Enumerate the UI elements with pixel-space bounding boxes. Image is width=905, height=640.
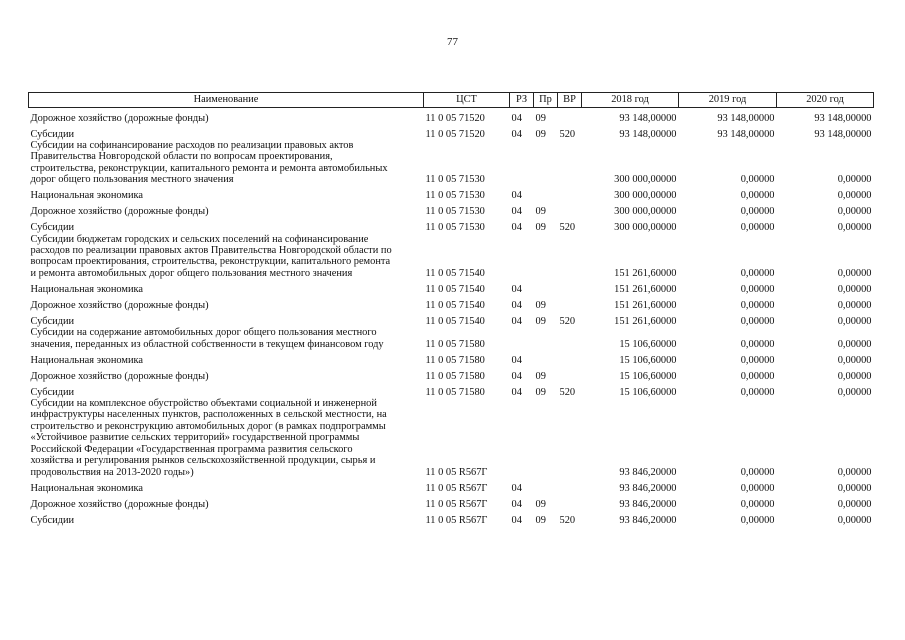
- row-cst: 11 0 05 R567Г: [425, 466, 488, 478]
- row-pr: 09: [535, 498, 546, 510]
- row-rz: [510, 234, 534, 280]
- row-pr: 09: [535, 386, 546, 398]
- row-2018: 151 261,60000: [614, 283, 677, 295]
- row-2018: 151 261,60000: [614, 315, 677, 327]
- row-2020: 0,00000: [837, 267, 872, 279]
- row-name: Субсидии на содержание автомобильных дорог общего пользования местного значения, переданных из областной собственности в текущем финансовом году: [30, 327, 384, 350]
- row-rz: 04: [511, 206, 522, 218]
- row-rz: 04: [511, 386, 522, 398]
- row-2018: 151 261,60000: [614, 299, 677, 311]
- row-vr: [558, 140, 582, 186]
- table-body: [29, 108, 874, 526]
- row-rz: 04: [511, 190, 522, 202]
- row-2019: 0,00000: [740, 514, 775, 526]
- row-name: Субсидии на комплексное обустройство объектами социальной и инженерной инфраструктуры населенных пунктов, расположенных в сельской местности, на строительство и реконструкцию автомобильных дорог (в рамках подпрограммы «Устойчивое развитие сельских территорий» государственной программы Российской Федерации «Государственная программа развития сельского хозяйства и регулирования рынков сельскохозяйственной продукции, сырья и продовольствия на 2013-2020 годы»): [30, 398, 387, 478]
- row-cst: 11 0 05 71530: [425, 174, 485, 186]
- row-pr: [534, 234, 558, 280]
- row-name: Национальная экономика: [30, 354, 144, 366]
- row-2019: 0,00000: [740, 466, 775, 478]
- header-rz: РЗ: [510, 93, 534, 108]
- row-2020: 0,00000: [837, 514, 872, 526]
- row-2019: 0,00000: [740, 315, 775, 327]
- row-vr: [558, 108, 582, 125]
- row-2020: 0,00000: [837, 482, 872, 494]
- table-row: [29, 398, 874, 478]
- row-rz: 04: [511, 354, 522, 366]
- row-2020: 0,00000: [837, 498, 872, 510]
- row-cst: 11 0 05 71520: [425, 112, 485, 124]
- table-row: [29, 494, 874, 510]
- row-2020: 0,00000: [837, 283, 872, 295]
- row-cst: 11 0 05 71580: [425, 386, 485, 398]
- header-row: [29, 93, 874, 108]
- row-vr: [558, 186, 582, 202]
- row-pr: 09: [535, 112, 546, 124]
- row-rz: 04: [511, 514, 522, 526]
- row-2019: 0,00000: [740, 498, 775, 510]
- row-name: Дорожное хозяйство (дорожные фонды): [30, 370, 209, 382]
- row-cst: 11 0 05 71530: [425, 190, 485, 202]
- row-2020: 0,00000: [837, 338, 872, 350]
- table-row: [29, 218, 874, 234]
- row-vr: [558, 327, 582, 350]
- row-2020: 0,00000: [837, 222, 872, 234]
- row-rz: 04: [511, 222, 522, 234]
- row-2020: 93 148,00000: [814, 128, 872, 140]
- row-vr: 520: [559, 315, 576, 327]
- row-rz: 04: [511, 299, 522, 311]
- table-row: [29, 140, 874, 186]
- row-rz: 04: [511, 498, 522, 510]
- row-2018: 15 106,60000: [619, 338, 677, 350]
- header-2019: 2019 год: [679, 93, 777, 108]
- row-pr: [534, 350, 558, 366]
- row-pr: 09: [535, 370, 546, 382]
- row-2018: 93 148,00000: [619, 128, 677, 140]
- row-2018: 300 000,00000: [614, 206, 677, 218]
- row-cst: 11 0 05 R567Г: [425, 514, 488, 526]
- row-2018: 93 148,00000: [619, 112, 677, 124]
- row-cst: 11 0 05 71580: [425, 370, 485, 382]
- row-pr: [534, 398, 558, 478]
- row-cst: 11 0 05 71580: [425, 354, 485, 366]
- row-2018: 93 846,20000: [619, 466, 677, 478]
- row-2018: 93 846,20000: [619, 514, 677, 526]
- row-name: Национальная экономика: [30, 283, 144, 295]
- row-cst: 11 0 05 71580: [425, 338, 485, 350]
- table-row: [29, 124, 874, 140]
- row-rz: [510, 327, 534, 350]
- row-2018: 93 846,20000: [619, 498, 677, 510]
- row-2018: 151 261,60000: [614, 267, 677, 279]
- row-2019: 0,00000: [740, 222, 775, 234]
- row-name: Национальная экономика: [30, 482, 144, 494]
- row-vr: 520: [559, 128, 576, 140]
- row-cst: 11 0 05 71540: [425, 267, 485, 279]
- row-2020: 0,00000: [837, 386, 872, 398]
- row-2018: 15 106,60000: [619, 370, 677, 382]
- row-vr: [558, 398, 582, 478]
- row-vr: [558, 202, 582, 218]
- row-rz: [510, 398, 534, 478]
- table-row: [29, 234, 874, 280]
- table-row: [29, 186, 874, 202]
- table-row: [29, 202, 874, 218]
- table-row: [29, 311, 874, 327]
- row-2018: 15 106,60000: [619, 386, 677, 398]
- table-row: [29, 366, 874, 382]
- row-2019: 93 148,00000: [717, 112, 775, 124]
- row-rz: [510, 140, 534, 186]
- row-rz: 04: [511, 283, 522, 295]
- header-cst: ЦСТ: [424, 93, 510, 108]
- row-name: Субсидии на софинансирование расходов по реализации правовых актов Правительства Новгородской области по вопросам проектирования, строительства, реконструкции, капитального ремонта и ремонта автомобильных дорог общего пользования местного значения: [30, 140, 388, 186]
- row-2019: 0,00000: [740, 299, 775, 311]
- row-2019: 0,00000: [740, 354, 775, 366]
- row-name: Национальная экономика: [30, 190, 144, 202]
- row-cst: 11 0 05 71540: [425, 299, 485, 311]
- row-vr: [558, 295, 582, 311]
- row-2020: 0,00000: [837, 466, 872, 478]
- row-pr: 09: [535, 206, 546, 218]
- row-cst: 11 0 05 71540: [425, 283, 485, 295]
- page-number: 77: [447, 36, 458, 48]
- row-pr: 09: [535, 128, 546, 140]
- row-2019: 0,00000: [740, 482, 775, 494]
- row-name: Субсидии: [30, 514, 75, 526]
- row-2019: 0,00000: [740, 386, 775, 398]
- row-2018: 300 000,00000: [614, 190, 677, 202]
- row-cst: 11 0 05 R567Г: [425, 498, 488, 510]
- row-pr: 09: [535, 514, 546, 526]
- row-rz: 04: [511, 315, 522, 327]
- row-2020: 0,00000: [837, 370, 872, 382]
- row-vr: 520: [559, 222, 576, 234]
- row-2020: 0,00000: [837, 315, 872, 327]
- row-vr: [558, 279, 582, 295]
- row-name: Дорожное хозяйство (дорожные фонды): [30, 112, 209, 124]
- row-2018: 15 106,60000: [619, 354, 677, 366]
- row-name: Субсидии бюджетам городских и сельских поселений на софинансирование расходов по реализации правовых актов Правительства Новгородской области по вопросам проектирования, строительства, реконструкции, капитального ремонта и ремонта автомобильных дорог общего пользования местного значения: [30, 233, 392, 279]
- table-row: [29, 478, 874, 494]
- row-pr: [534, 186, 558, 202]
- row-2018: 93 846,20000: [619, 482, 677, 494]
- row-2019: 93 148,00000: [717, 128, 775, 140]
- row-2019: 0,00000: [740, 174, 775, 186]
- row-pr: [534, 140, 558, 186]
- row-rz: 04: [511, 482, 522, 494]
- row-vr: [558, 234, 582, 280]
- row-rz: 04: [511, 112, 522, 124]
- header-name: Наименование: [29, 93, 424, 108]
- row-2020: 0,00000: [837, 206, 872, 218]
- table-row: [29, 382, 874, 398]
- table-row: [29, 350, 874, 366]
- row-name: Субсидии: [30, 128, 75, 140]
- row-vr: [558, 494, 582, 510]
- header-vr: ВР: [558, 93, 582, 108]
- row-2020: 0,00000: [837, 299, 872, 311]
- row-vr: [558, 366, 582, 382]
- row-name: Дорожное хозяйство (дорожные фонды): [30, 498, 209, 510]
- row-2019: 0,00000: [740, 267, 775, 279]
- row-pr: [534, 478, 558, 494]
- row-vr: [558, 478, 582, 494]
- row-pr: [534, 327, 558, 350]
- row-2019: 0,00000: [740, 206, 775, 218]
- header-pr: Пр: [534, 93, 558, 108]
- row-name: Субсидии: [30, 315, 75, 327]
- row-cst: 11 0 05 71540: [425, 315, 485, 327]
- table-row: [29, 108, 874, 125]
- row-cst: 11 0 05 71530: [425, 206, 485, 218]
- header-2020: 2020 год: [777, 93, 874, 108]
- row-rz: 04: [511, 128, 522, 140]
- table-row: [29, 279, 874, 295]
- table-row: [29, 510, 874, 526]
- row-2019: 0,00000: [740, 190, 775, 202]
- row-name: Дорожное хозяйство (дорожные фонды): [30, 206, 209, 218]
- row-pr: 09: [535, 315, 546, 327]
- row-cst: 11 0 05 R567Г: [425, 482, 488, 494]
- table-row: [29, 295, 874, 311]
- row-pr: 09: [535, 299, 546, 311]
- row-pr: 09: [535, 222, 546, 234]
- row-name: Дорожное хозяйство (дорожные фонды): [30, 299, 209, 311]
- row-name: Субсидии: [30, 386, 75, 398]
- row-2020: 0,00000: [837, 190, 872, 202]
- header-2018: 2018 год: [582, 93, 679, 108]
- table-row: [29, 327, 874, 350]
- row-2020: 93 148,00000: [814, 112, 872, 124]
- row-vr: 520: [559, 386, 576, 398]
- row-2020: 0,00000: [837, 174, 872, 186]
- row-2019: 0,00000: [740, 283, 775, 295]
- row-cst: 11 0 05 71520: [425, 128, 485, 140]
- row-2020: 0,00000: [837, 354, 872, 366]
- row-vr: 520: [559, 514, 576, 526]
- row-cst: 11 0 05 71530: [425, 222, 485, 234]
- budget-table: [28, 92, 874, 526]
- row-2018: 300 000,00000: [614, 174, 677, 186]
- row-2019: 0,00000: [740, 370, 775, 382]
- row-2019: 0,00000: [740, 338, 775, 350]
- row-pr: [534, 279, 558, 295]
- row-rz: 04: [511, 370, 522, 382]
- row-name: Субсидии: [30, 222, 75, 234]
- row-2018: 300 000,00000: [614, 222, 677, 234]
- table-header: [29, 93, 874, 108]
- row-vr: [558, 350, 582, 366]
